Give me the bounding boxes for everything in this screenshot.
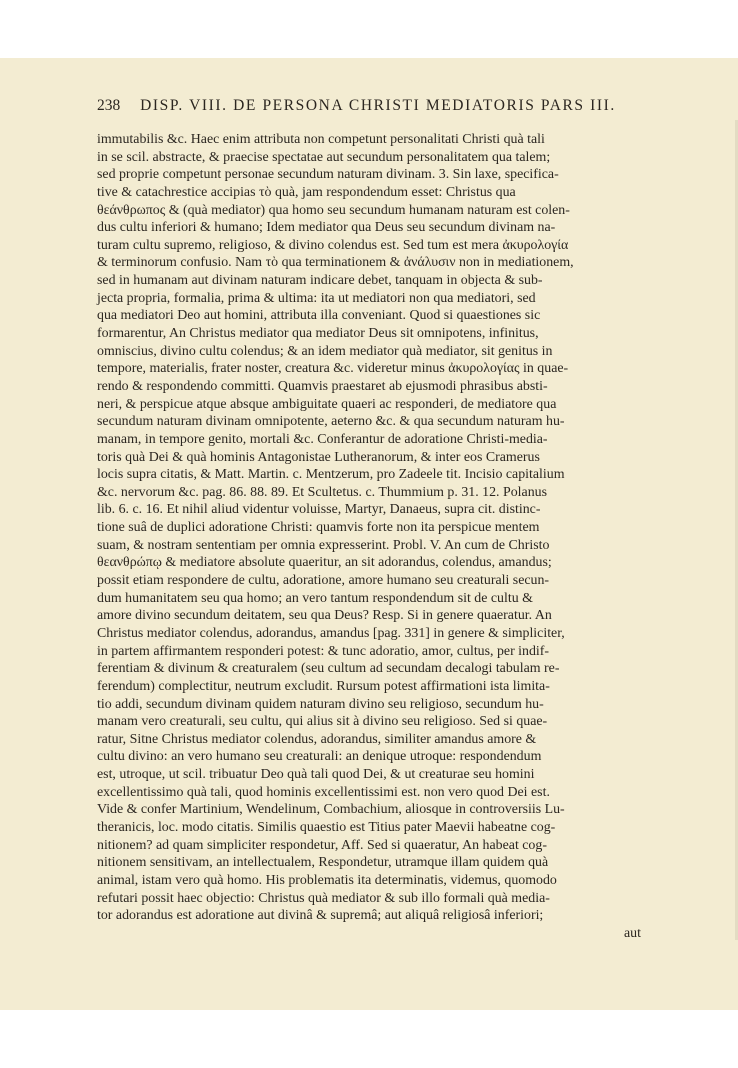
- text-line: dus cultu inferiori & humano; Idem mediator qua Deus seu secundum divinam na-: [97, 220, 556, 236]
- bottom-margin: [0, 1010, 738, 1068]
- text-line: tione suâ de duplici adoratione Christi: quamvis forte non ita perspicue mentem: [97, 520, 540, 536]
- text-line: formarentur, An Christus mediator qua mediator Deus sit omnipotens, infinitus,: [97, 326, 539, 342]
- text-line: rendo & respondendo committi. Quamvis praestaret ab ejusmodi phrasibus absti-: [97, 378, 548, 394]
- text-line: est, utroque, ut scil. tribuatur Deo quà tali quod Dei, & ut creaturae seu homini: [97, 767, 535, 783]
- text-line: neri, & perspicue atque absque ambiguitate quaeri ac responderi, de mediatore qua: [97, 396, 557, 412]
- text-line: jecta propria, formalia, prima & ultima: ita ut mediatori non qua mediatori, sed: [97, 290, 536, 306]
- text-line: sed proprie competunt personae secundum naturam divinam. 3. Sin laxe, specifica-: [97, 167, 559, 183]
- text-line: Vide & confer Martinium, Wendelinum, Combachium, aliosque in controversiis Lu-: [97, 802, 565, 818]
- text-line: suam, & nostram sententiam per omnia expresserint. Probl. V. An cum de Christo: [97, 537, 550, 553]
- text-line: in partem affirmantem responderi potest: & tunc adoratio, amor, cultus, per indif-: [97, 643, 550, 659]
- text-line: & terminorum confusio. Nam τὸ qua terminationem & ἀνάλυσιν non in mediationem,: [97, 255, 574, 271]
- text-line: omniscius, divino cultu colendus; & an idem mediator quà mediator, sit genitus in: [97, 343, 553, 359]
- text-line: excellentissimo quà tali, quod hominis excellentissimi est. non vero quod Dei est.: [97, 784, 550, 800]
- text-line: refutari possit haec objectio: Christus quà mediator & sub illo formali quà media-: [97, 890, 550, 906]
- text-line: tive & catachrestice accipias τὸ quà, jam respondendum esset: Christus qua: [97, 184, 516, 200]
- text-line: tio addi, secundum divinam quidem naturam divino seu religioso, secundum hu-: [97, 696, 544, 712]
- text-line: tempore, materialis, frater noster, creatura &c. videretur minus ἀκυρολογίας in quae-: [97, 361, 569, 377]
- text-line: amore divino secundum deitatem, seu qua Deus? Resp. Si in genere quaeratur. An: [97, 608, 552, 624]
- text-line: θεάνθρωπος & (quà mediator) qua homo seu secundum humanam naturam est colen-: [97, 202, 570, 218]
- text-line: animal, istam vero quà homo. His problematis ita determinatis, videmus, quomodo: [97, 872, 557, 888]
- text-line: toris quà Dei & quà hominis Antagonistae Lutheranorum, & inter eos Cramerus: [97, 449, 540, 465]
- text-line: dum humanitatem seu qua homo; an vero tantum respondendum sit de cultu &: [97, 590, 533, 606]
- text-line: theranicis, loc. modo citatis. Similis quaestio est Titius pater Maevii habeatne cog-: [97, 819, 556, 835]
- text-line: ratur, Sitne Christus mediator colendus, adorandus, similiter amandus amore &: [97, 731, 537, 747]
- text-line: lib. 6. c. 16. Et nihil aliud videntur voluisse, Martyr, Danaeus, supra cit. distinc-: [97, 502, 541, 518]
- text-line: ferendum) complectitur, neutrum excludit. Rursum potest affirmationi ista limita-: [97, 678, 550, 694]
- text-line: θεανθρώπῳ & mediatore absolute quaeritur, an sit adorandus, colendus, amandus;: [97, 555, 552, 571]
- text-line: immutabilis &c. Haec enim attributa non competunt personalitati Christi quà tali: [97, 132, 545, 147]
- text-line: ferentiam & divinum & creaturalem (seu cultum ad secundam decalogi tabulam re-: [97, 661, 560, 677]
- catchword: aut: [624, 925, 641, 941]
- text-line: sed in humanam aut divinam naturam indicare debet, tanquam in objecta & sub-: [97, 273, 543, 289]
- text-line: secundum naturam divinam omnipotente, aeterno &c. & qua secundum naturam hu-: [97, 414, 565, 430]
- running-title: DISP. VIII. DE PERSONA CHRISTI MEDIATORIS PARS III.: [140, 97, 616, 114]
- text-line: possit etiam respondere de cultu, adoratione, amore humano seu creaturali secun-: [97, 573, 550, 589]
- text-line: in se scil. abstracte, & praecise spectatae aut secundum personalitatem qua talem;: [97, 149, 551, 165]
- text-line: qua mediatori Deo aut homini, attributa illa conveniant. Quod si quaestiones sic: [97, 308, 541, 324]
- text-line: Christus mediator colendus, adorandus, amandus [pag. 331] in genere & simpliciter,: [97, 625, 565, 641]
- text-line: nitionem sensitivam, an intellectualem, Respondetur, utramque illam quidem quà: [97, 855, 549, 871]
- text-line: locis supra citatis, & Matt. Martin. c. Mentzerum, pro Zadeele tit. Incisio capitalium: [97, 467, 565, 483]
- body-text: [97, 131, 649, 942]
- text-line: turam cultu supremo, religioso, & divino colendus est. Sed tum est mera ἀκυρολογία: [97, 237, 569, 253]
- top-margin: [0, 0, 738, 58]
- text-line: nitionem? ad quam simpliciter respondetur, Aff. Sed si quaeratur, An habeat cog-: [97, 837, 547, 853]
- page-number: 238: [97, 97, 121, 114]
- running-header: [97, 97, 637, 119]
- text-line: &c. nervorum &c. pag. 86. 88. 89. Et Scultetus. c. Thummium p. 31. 12. Polanus: [97, 484, 547, 500]
- text-line: manam, in tempore genito, mortali &c. Conferantur de adoratione Christi-media-: [97, 431, 548, 447]
- text-line: cultu divino: an vero humano seu creaturali: an denique utroque: respondendum: [97, 749, 542, 765]
- text-line: tor adorandus est adoratione aut divinâ & supremâ; aut aliquâ religiosâ inferiori;: [97, 908, 544, 924]
- text-line: manam vero creaturali, seu cultu, qui alius sit à divino seu religioso. Sed si quae-: [97, 714, 548, 730]
